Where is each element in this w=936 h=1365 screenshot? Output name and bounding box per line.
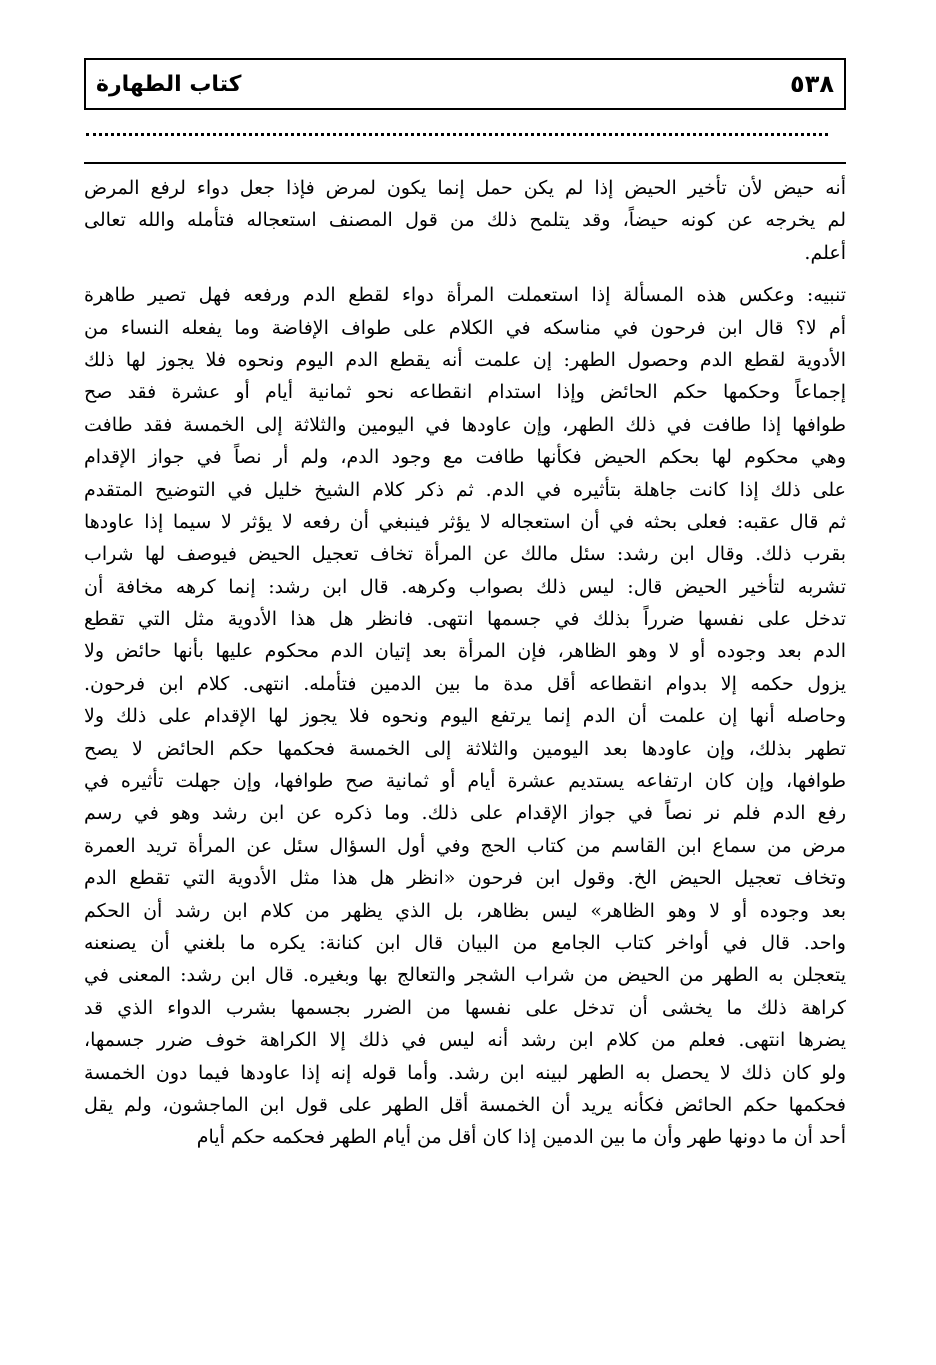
text-line: يتعجلن به الطهر من الحيض من شراب الشجر والتعالج بها وبغيره. قال ابن رشد: المعنى في: [84, 964, 846, 987]
text-line: يزول حكمه إلا بدوام انقطاعه أقل مدة ما بين الدمين فتأمله. انتهى. كلام ابن فرحون.: [84, 672, 846, 695]
text-line: إجماعاً وحكمها حكم الحائض وإذا استدام انقطاعه نحو ثمانية أيام أو عشرة فقد صح: [84, 381, 846, 404]
paragraph-gap: [84, 269, 846, 279]
text-line: بعد وجوده أو لا وهو الظاهر» ليس بظاهر، بل الذي يظهر من كلام ابن رشد أن الحكم: [84, 899, 846, 922]
text-line: أم لا؟ قال ابن فرحون في مناسكه في الكلام على طواف الإفاضة وما يفعله النساء من: [84, 316, 846, 339]
text-line: ثم قال عقبه: فعلى بحثه في أن استعجاله لا يؤثر فينبغي أن رفعه لا يؤثر لا سيما إذا عاودها: [84, 510, 846, 533]
text-line: تطهر بذلك، وإن عاودها بعد اليومين والثلاثة إلى الخمسة فحكمها حكم الحائض لا يصح: [84, 737, 846, 760]
text-line: بقرب ذلك. وقال ابن رشد: سئل مالك عن المرأة تخاف تعجيل الحيض فيوصف لها شراب: [84, 543, 846, 566]
text-line: أنه حيض لأن تأخير الحيض إذا لم يكن حمل إنما يكون لمرض فإذا جعل دواء لرفع المرض: [84, 177, 846, 199]
text-line: طوافها، وإن كان ارتفاعه يستديم عشرة أيام أو ثمانية صح طوافها، وإن جهلت تأثيره في: [84, 770, 846, 793]
dotted-divider: [86, 133, 828, 136]
text-line: تنبيه: وعكس هذه المسألة إذا استعملت المرأة دواء لقطع الدم ورفعه فهل تصير طاهرة: [84, 284, 846, 307]
page-header-inner: [86, 60, 844, 108]
text-line: الأدوية لقطع الدم وحصول الطهر: إن علمت أنه يقطع الدم اليوم ونحوه فلا يجوز لها ذلك: [84, 348, 846, 371]
text-line: واحد. قال في أواخر كتاب الجامع من البيان قال ابن كنانة: يكره ما بلغني أن يصنعنه: [84, 931, 846, 954]
text-line: طوافها إذا طافت في ذلك الطهر، وإن عاودها في اليومين والثلاثة إلى الخمسة فقد طافت: [84, 413, 846, 436]
text-line: أعلم.: [804, 241, 846, 264]
text-line: مرض من سماع ابن القاسم من كتاب الحج وفي أول السؤال سئل عن المرأة تريد العمرة: [84, 834, 846, 857]
text-line: تدخل على نفسها ضرراً بذلك في جسمها انتهى. فانظر هل هذا الأدوية مثل التي تقطع: [84, 608, 846, 631]
text-line: وتخاف تعجيل الحيض الخ. وقول ابن فرحون «انظر هل هذا مثل الأدوية التي تقطع الدم: [84, 867, 846, 890]
text-line: رفع الدم فلم نر نصاً في جواز الإقدام على ذلك. وما ذكره عن ابن رشد وهو في رسم: [84, 802, 846, 825]
page-header: [84, 58, 846, 110]
paragraph: [84, 279, 846, 1154]
text-line: تشربه لتأخير الحيض قال: ليس ذلك بصواب وكرهه. قال ابن رشد: إنما كرهه مخافة أن: [84, 575, 846, 598]
body-text: [84, 172, 846, 1154]
paragraph: [84, 172, 846, 269]
text-line: وهي محكوم لها بحكم الحيض فكأنها طافت مع وجود الدم، ولم أر نصاً في جواز الإقدام: [84, 446, 846, 469]
text-line: لم يخرجه عن كونه حيضاً، وقد يتلمح ذلك من قول المصنف استعجاله فتأمله والله تعالى: [84, 209, 846, 232]
text-line: يضرها انتهى. فعلم من كلام ابن رشد أنه ليس في ذلك إلا الكراهة خوف ضرر جسمها،: [84, 1029, 846, 1052]
text-line: كراهة ذلك ما يخشى أن تدخل على نفسها من الضرر بجسمها بشرب الدواء الذي قد: [84, 996, 846, 1019]
text-line: أحد أن ما دونها طهر وأن ما بين الدمين إذا كان أقل من أيام الطهر فحكمه حكم أيام: [196, 1126, 846, 1149]
text-line: فحكمها حكم الحائض فكأنه يريد أن الخمسة أقل الطهر على قول ابن الماجشون، ولم يقل: [84, 1093, 846, 1116]
header-rule: [84, 162, 846, 164]
text-line: الدم بعد وجوده أو لا وهو الظاهر، فإن المرأة بعد إتيان الدم محكوم عليها بأنها حائض ولا: [84, 640, 846, 663]
book-title: كتاب الطهارة: [96, 71, 242, 97]
page-number: ٥٣٨: [790, 70, 834, 98]
text-line: على ذلك إذا كانت جاهلة بتأثيره في الدم. ثم ذكر كلام الشيخ خليل في التوضيح المتقدم: [84, 478, 846, 501]
text-line: ولو كان ذلك لا يحصل به الطهر لبينه ابن رشد. وأما قوله إنه إذا عاودها فيما دون الخمسة: [84, 1061, 846, 1084]
text-line: وحاصله أنها إن علمت أن الدم إنما يرتفع اليوم ونحوه فلا يجوز لها الإقدام على ذلك ولا: [84, 705, 846, 728]
